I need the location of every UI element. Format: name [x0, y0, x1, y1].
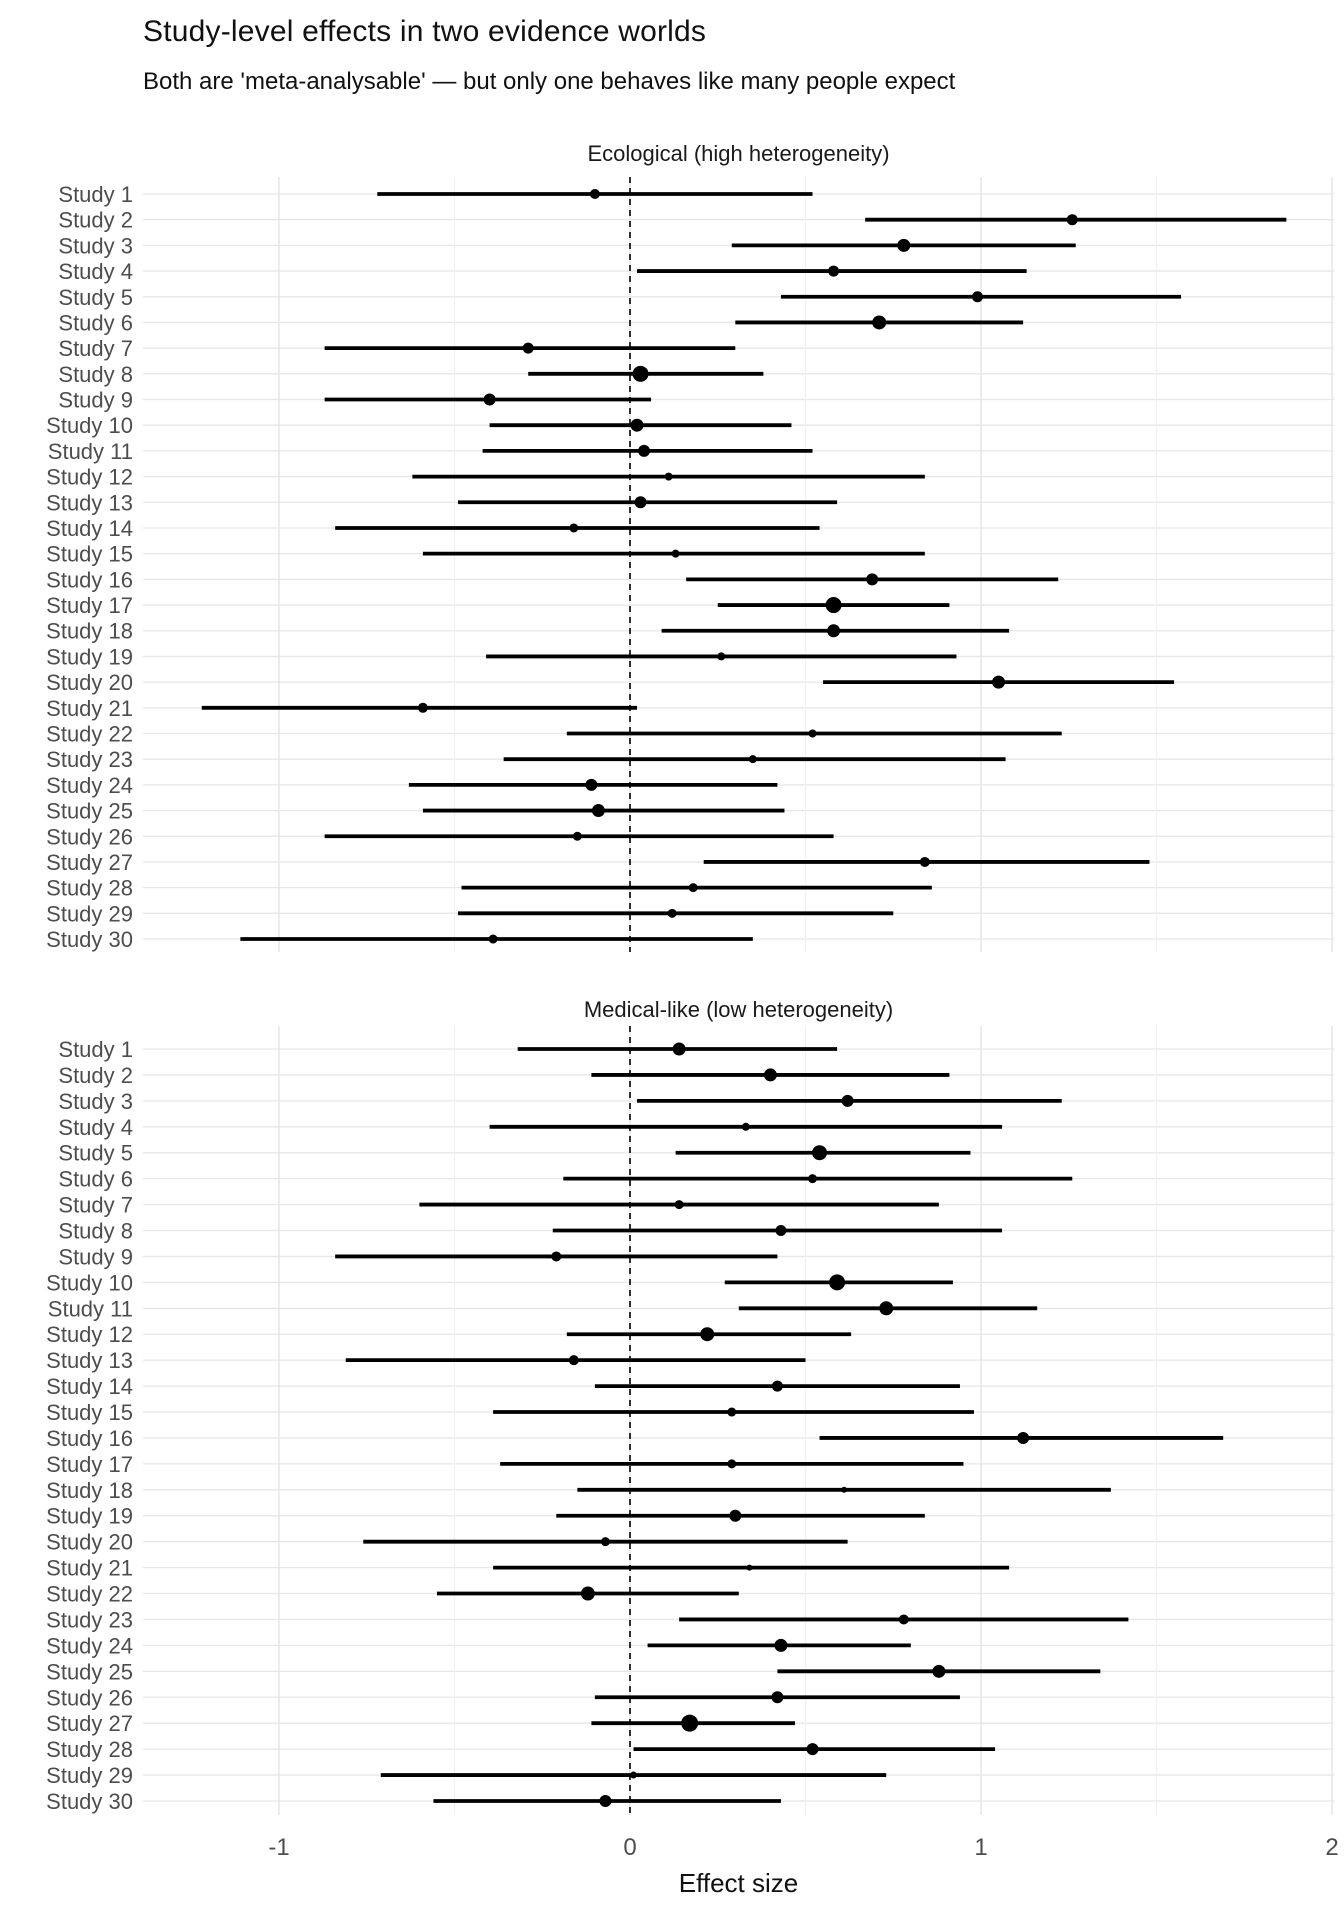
- estimate-point: [665, 473, 673, 481]
- study-label: Study 27: [46, 849, 133, 875]
- estimate-point: [631, 419, 644, 432]
- study-label: Study 17: [46, 1451, 133, 1477]
- estimate-point: [899, 1614, 909, 1624]
- study-label: Study 26: [46, 1685, 133, 1711]
- panel-title-medical: Medical-like (low heterogeneity): [583, 997, 894, 1022]
- study-label: Study 13: [46, 490, 133, 516]
- study-label: Study 7: [58, 1192, 133, 1218]
- panel-title-ecological: Ecological (high heterogeneity): [587, 141, 890, 166]
- estimate-point: [809, 729, 817, 737]
- study-label: Study 6: [58, 310, 133, 336]
- estimate-point: [808, 1174, 817, 1183]
- study-label: Study 24: [46, 772, 133, 798]
- study-label: Study 4: [58, 259, 133, 285]
- study-label: Study 28: [46, 1737, 133, 1763]
- estimate-point: [992, 676, 1005, 689]
- panel-ecological: [46, 177, 1334, 952]
- estimate-point: [729, 1510, 741, 1522]
- study-label: Study 16: [46, 1425, 133, 1451]
- study-label: Study 8: [58, 361, 133, 387]
- plot-subtitle: Both are 'meta-analysable' — but only one behaves like many people expect: [143, 68, 956, 95]
- study-label: Study 29: [46, 901, 133, 927]
- study-label: Study 25: [46, 1659, 133, 1685]
- study-label: Study 25: [46, 798, 133, 824]
- study-label: Study 3: [58, 233, 133, 259]
- study-label: Study 9: [58, 1244, 133, 1270]
- study-label: Study 15: [46, 1400, 133, 1426]
- estimate-point: [749, 755, 757, 763]
- panel-medical: [46, 1026, 1334, 1815]
- study-label: Study 2: [58, 1062, 133, 1088]
- study-label: Study 10: [46, 1270, 133, 1296]
- estimate-point: [727, 1459, 736, 1468]
- estimate-point: [717, 652, 725, 660]
- study-label: Study 23: [46, 747, 133, 773]
- study-label: Study 26: [46, 824, 133, 850]
- study-label: Study 1: [58, 182, 133, 207]
- study-label: Study 6: [58, 1166, 133, 1192]
- estimate-point: [828, 266, 839, 277]
- estimate-point: [681, 1715, 698, 1732]
- x-tick-label: 0: [623, 1834, 637, 1861]
- x-axis-label: Effect size: [678, 1868, 799, 1898]
- estimate-point: [523, 343, 534, 354]
- estimate-point: [551, 1251, 561, 1261]
- estimate-point: [775, 1225, 786, 1236]
- estimate-point: [746, 1565, 752, 1571]
- estimate-point: [700, 1327, 714, 1341]
- estimate-point: [774, 1639, 787, 1652]
- study-label: Study 28: [46, 875, 133, 901]
- estimate-point: [866, 573, 878, 585]
- estimate-point: [630, 1772, 637, 1779]
- estimate-point: [585, 779, 597, 791]
- study-label: Study 7: [58, 336, 133, 362]
- estimate-point: [807, 1743, 819, 1755]
- estimate-point: [772, 1381, 783, 1392]
- estimate-point: [1067, 214, 1078, 225]
- study-label: Study 4: [58, 1114, 133, 1140]
- study-label: Study 30: [46, 1788, 133, 1814]
- study-label: Study 1: [58, 1037, 133, 1062]
- estimate-point: [689, 883, 698, 892]
- study-label: Study 9: [58, 387, 133, 413]
- study-label: Study 19: [46, 644, 133, 670]
- study-label: Study 13: [46, 1348, 133, 1374]
- study-label: Study 5: [58, 284, 133, 310]
- estimate-point: [635, 496, 647, 508]
- estimate-point: [879, 1301, 893, 1315]
- estimate-point: [1017, 1432, 1029, 1444]
- estimate-point: [673, 1043, 686, 1056]
- x-tick-label: 1: [974, 1834, 988, 1861]
- study-label: Study 20: [46, 1529, 133, 1555]
- study-label: Study 18: [46, 618, 133, 644]
- study-label: Study 14: [46, 515, 133, 541]
- study-label: Study 21: [46, 695, 133, 721]
- estimate-point: [489, 935, 498, 944]
- estimate-point: [827, 624, 840, 637]
- study-label: Study 2: [58, 207, 133, 233]
- study-label: Study 12: [46, 464, 133, 490]
- study-label: Study 22: [46, 721, 133, 747]
- x-tick-label: 2: [1325, 1834, 1339, 1861]
- study-label: Study 12: [46, 1322, 133, 1348]
- study-label: Study 5: [58, 1140, 133, 1166]
- estimate-point: [742, 1123, 750, 1131]
- study-label: Study 29: [46, 1763, 133, 1789]
- estimate-point: [569, 523, 578, 532]
- study-label: Study 27: [46, 1711, 133, 1737]
- estimate-point: [920, 857, 930, 867]
- estimate-point: [812, 1145, 827, 1160]
- study-label: Study 15: [46, 541, 133, 567]
- plot-title: Study-level effects in two evidence worlds: [143, 15, 707, 48]
- estimate-point: [826, 597, 842, 613]
- estimate-point: [829, 1274, 845, 1290]
- estimate-point: [932, 1665, 945, 1678]
- study-label: Study 19: [46, 1503, 133, 1529]
- estimate-point: [569, 1355, 579, 1365]
- study-label: Study 22: [46, 1581, 133, 1607]
- study-label: Study 17: [46, 593, 133, 619]
- estimate-point: [573, 832, 582, 841]
- estimate-point: [842, 1095, 854, 1107]
- estimate-point: [675, 1200, 684, 1209]
- study-label: Study 30: [46, 927, 133, 953]
- estimate-point: [633, 366, 649, 382]
- study-label: Study 11: [47, 438, 133, 464]
- estimate-point: [897, 239, 910, 252]
- estimate-point: [771, 1691, 783, 1703]
- estimate-point: [638, 445, 650, 457]
- study-label: Study 20: [46, 670, 133, 696]
- estimate-point: [590, 189, 600, 199]
- study-label: Study 3: [58, 1088, 133, 1114]
- estimate-point: [872, 315, 886, 329]
- estimate-point: [581, 1587, 595, 1601]
- estimate-point: [668, 909, 677, 918]
- estimate-point: [672, 550, 680, 558]
- study-label: Study 16: [46, 567, 133, 593]
- estimate-point: [599, 1795, 611, 1807]
- estimate-point: [484, 394, 496, 406]
- study-label: Study 8: [58, 1218, 133, 1244]
- estimate-point: [418, 703, 428, 713]
- study-label: Study 24: [46, 1633, 133, 1659]
- study-label: Study 18: [46, 1477, 133, 1503]
- estimate-point: [601, 1537, 610, 1546]
- study-label: Study 10: [46, 413, 133, 439]
- study-label: Study 23: [46, 1607, 133, 1633]
- x-tick-label: -1: [268, 1834, 290, 1861]
- study-label: Study 21: [46, 1555, 133, 1581]
- study-label: Study 11: [47, 1296, 133, 1322]
- estimate-point: [972, 291, 983, 302]
- estimate-point: [841, 1487, 847, 1493]
- study-label: Study 14: [46, 1374, 133, 1400]
- estimate-point: [592, 804, 605, 817]
- estimate-point: [764, 1068, 777, 1081]
- estimate-point: [727, 1408, 736, 1417]
